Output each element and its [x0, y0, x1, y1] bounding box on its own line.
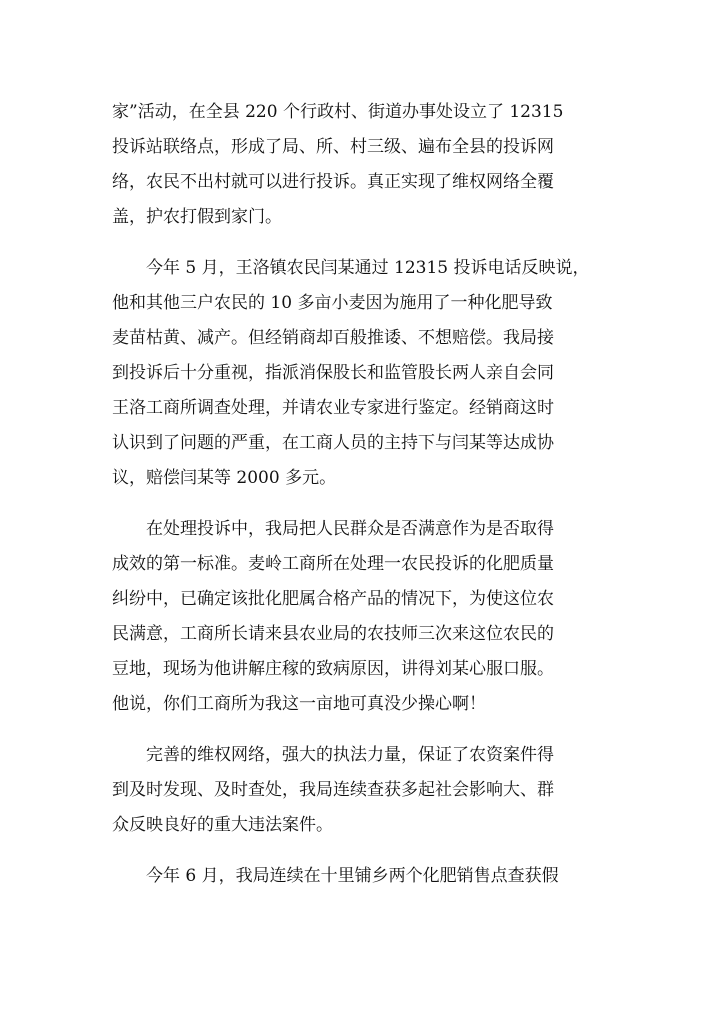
paragraph-5 — [112, 859, 612, 894]
paragraph-1 — [112, 95, 612, 235]
text-line: 麦苗枯黄、减产。但经销商却百般推诿、不想赔偿。我局接 — [112, 328, 554, 348]
text-line: 纠纷中，已确定该批化肥属合格产品的情况下，为使这位农 — [112, 589, 554, 609]
text-line: 议，赔偿闫某等 2000 多元。 — [112, 468, 337, 488]
text-line: 在处理投诉中，我局把人民群众是否满意作为是否取得 — [146, 519, 554, 539]
text-line: 豆地，现场为他讲解庄稼的致病原因，讲得刘某心服口服。 — [112, 659, 554, 679]
text-line: 家”活动，在全县 220 个行政村、街道办事处设立了 12315 — [112, 102, 564, 122]
text-line: 到投诉后十分重视，指派消保股长和监管股长两人亲自会同 — [112, 363, 554, 383]
text-line: 到及时发现、及时查处，我局连续查获多起社会影响大、群 — [112, 780, 554, 800]
text-line: 投诉站联络点，形成了局、所、村三级、遍布全县的投诉网 — [112, 137, 554, 157]
text-line: 他说，你们工商所为我这一亩地可真没少操心啊！ — [112, 694, 486, 714]
text-line: 成效的第一标准。麦岭工商所在处理一农民投诉的化肥质量 — [112, 554, 554, 574]
text-line: 完善的维权网络，强大的执法力量，保证了农资案件得 — [146, 745, 554, 765]
text-line: 众反映良好的重大违法案件。 — [112, 815, 333, 835]
text-line: 今年 6 月，我局连续在十里铺乡两个化肥销售点查获假 — [146, 866, 559, 886]
text-line: 认识到了问题的严重，在工商人员的主持下与闫某等达成协 — [112, 433, 554, 453]
paragraph-4 — [112, 738, 612, 843]
paragraph-3 — [112, 512, 612, 722]
text-line: 盖，护农打假到家门。 — [112, 207, 282, 227]
text-line: 他和其他三户农民的 10 多亩小麦因为施用了一种化肥导致 — [112, 293, 553, 313]
text-line: 王洛工商所调查处理，并请农业专家进行鉴定。经销商这时 — [112, 398, 554, 418]
text-line: 民满意，工商所长请来县农业局的农技师三次来这位农民的 — [112, 624, 554, 644]
text-line: 今年 5 月，王洛镇农民闫某通过 12315 投诉电话反映说， — [146, 258, 590, 278]
paragraph-2 — [112, 251, 612, 496]
text-line: 络，农民不出村就可以进行投诉。真正实现了维权网络全覆 — [112, 172, 554, 192]
body-text — [112, 95, 612, 894]
